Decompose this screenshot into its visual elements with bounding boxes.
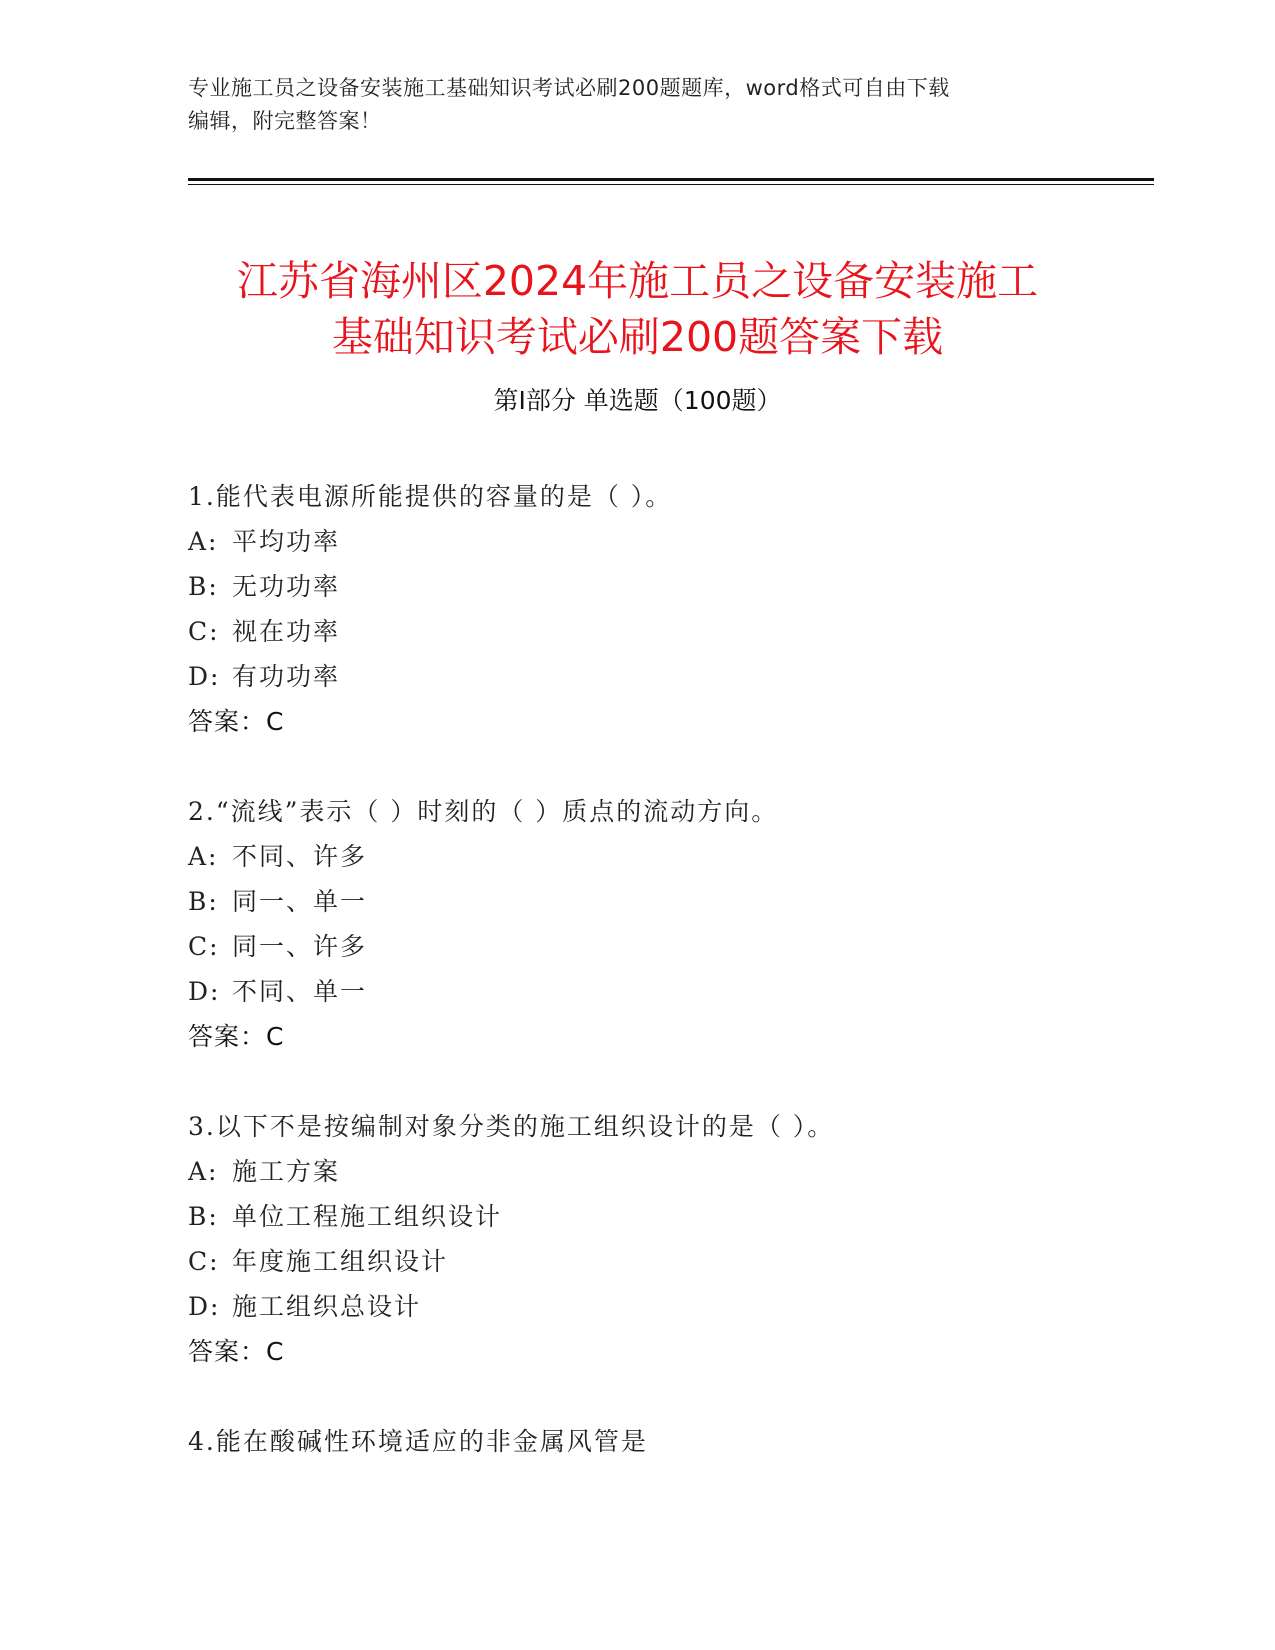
option-b: [188, 1194, 1148, 1239]
option-a: [188, 519, 1148, 564]
option-text: 单位工程施工组织设计: [232, 1202, 503, 1231]
option-c: [188, 1239, 1148, 1284]
option-text: 施工方案: [232, 1157, 341, 1186]
header-note-line-1: 专业施工员之设备安装施工基础知识考试必刷200题题库，word格式可自由下载: [188, 76, 950, 100]
option-key: B:: [188, 887, 219, 916]
option-text: 平均功率: [232, 527, 341, 556]
option-text: 不同、单一: [232, 977, 368, 1006]
option-key: A:: [188, 1157, 219, 1186]
option-key: D:: [188, 1292, 221, 1321]
header-note: [188, 72, 1088, 138]
answer: 答案：C: [188, 1022, 285, 1051]
option-key: D:: [188, 977, 221, 1006]
answer: 答案：C: [188, 1337, 285, 1366]
question-stem: 1.能代表电源所能提供的容量的是（ ）。: [188, 482, 673, 511]
option-text: 无功功率: [232, 572, 341, 601]
option-key: B:: [188, 1202, 219, 1231]
header-rule-thin: [188, 184, 1154, 185]
question-list: [188, 474, 1148, 1509]
option-a: [188, 834, 1148, 879]
question-stem: 4.能在酸碱性环境适应的非金属风管是: [188, 1427, 648, 1456]
question-3: [188, 1104, 1148, 1374]
header-note-line-2: 编辑，附完整答案！: [188, 109, 382, 133]
option-d: [188, 654, 1148, 699]
option-text: 同一、许多: [232, 932, 368, 961]
answer: 答案：C: [188, 707, 285, 736]
option-text: 有功功率: [232, 662, 341, 691]
option-a: [188, 1149, 1148, 1194]
option-text: 同一、单一: [232, 887, 368, 916]
option-c: [188, 924, 1148, 969]
question-1: [188, 474, 1148, 744]
option-key: C:: [188, 1247, 220, 1276]
section-heading: 第Ⅰ部分 单选题（100题）: [493, 386, 782, 415]
option-text: 不同、许多: [232, 842, 368, 871]
document-title-line-1: 江苏省海州区2024年施工员之设备安装施工: [236, 257, 1039, 306]
option-key: A:: [188, 527, 219, 556]
option-text: 施工组织总设计: [232, 1292, 422, 1321]
option-key: B:: [188, 572, 219, 601]
option-key: D:: [188, 662, 221, 691]
option-key: C:: [188, 932, 220, 961]
document-title-line-2: 基础知识考试必刷200题答案下载: [331, 313, 944, 362]
option-c: [188, 609, 1148, 654]
header-rule-thick: [188, 178, 1154, 181]
question-stem: 3.以下不是按编制对象分类的施工组织设计的是（ ）。: [188, 1112, 835, 1141]
option-d: [188, 969, 1148, 1014]
question-4: [188, 1419, 1148, 1464]
option-d: [188, 1284, 1148, 1329]
option-b: [188, 564, 1148, 609]
option-text: 年度施工组织设计: [232, 1247, 449, 1276]
question-2: [188, 789, 1148, 1059]
document-title: [160, 253, 1115, 365]
option-b: [188, 879, 1148, 924]
question-stem: 2.“流线”表示（ ）时刻的（ ）质点的流动方向。: [188, 797, 779, 826]
option-key: A:: [188, 842, 219, 871]
option-key: C:: [188, 617, 220, 646]
option-text: 视在功率: [232, 617, 341, 646]
